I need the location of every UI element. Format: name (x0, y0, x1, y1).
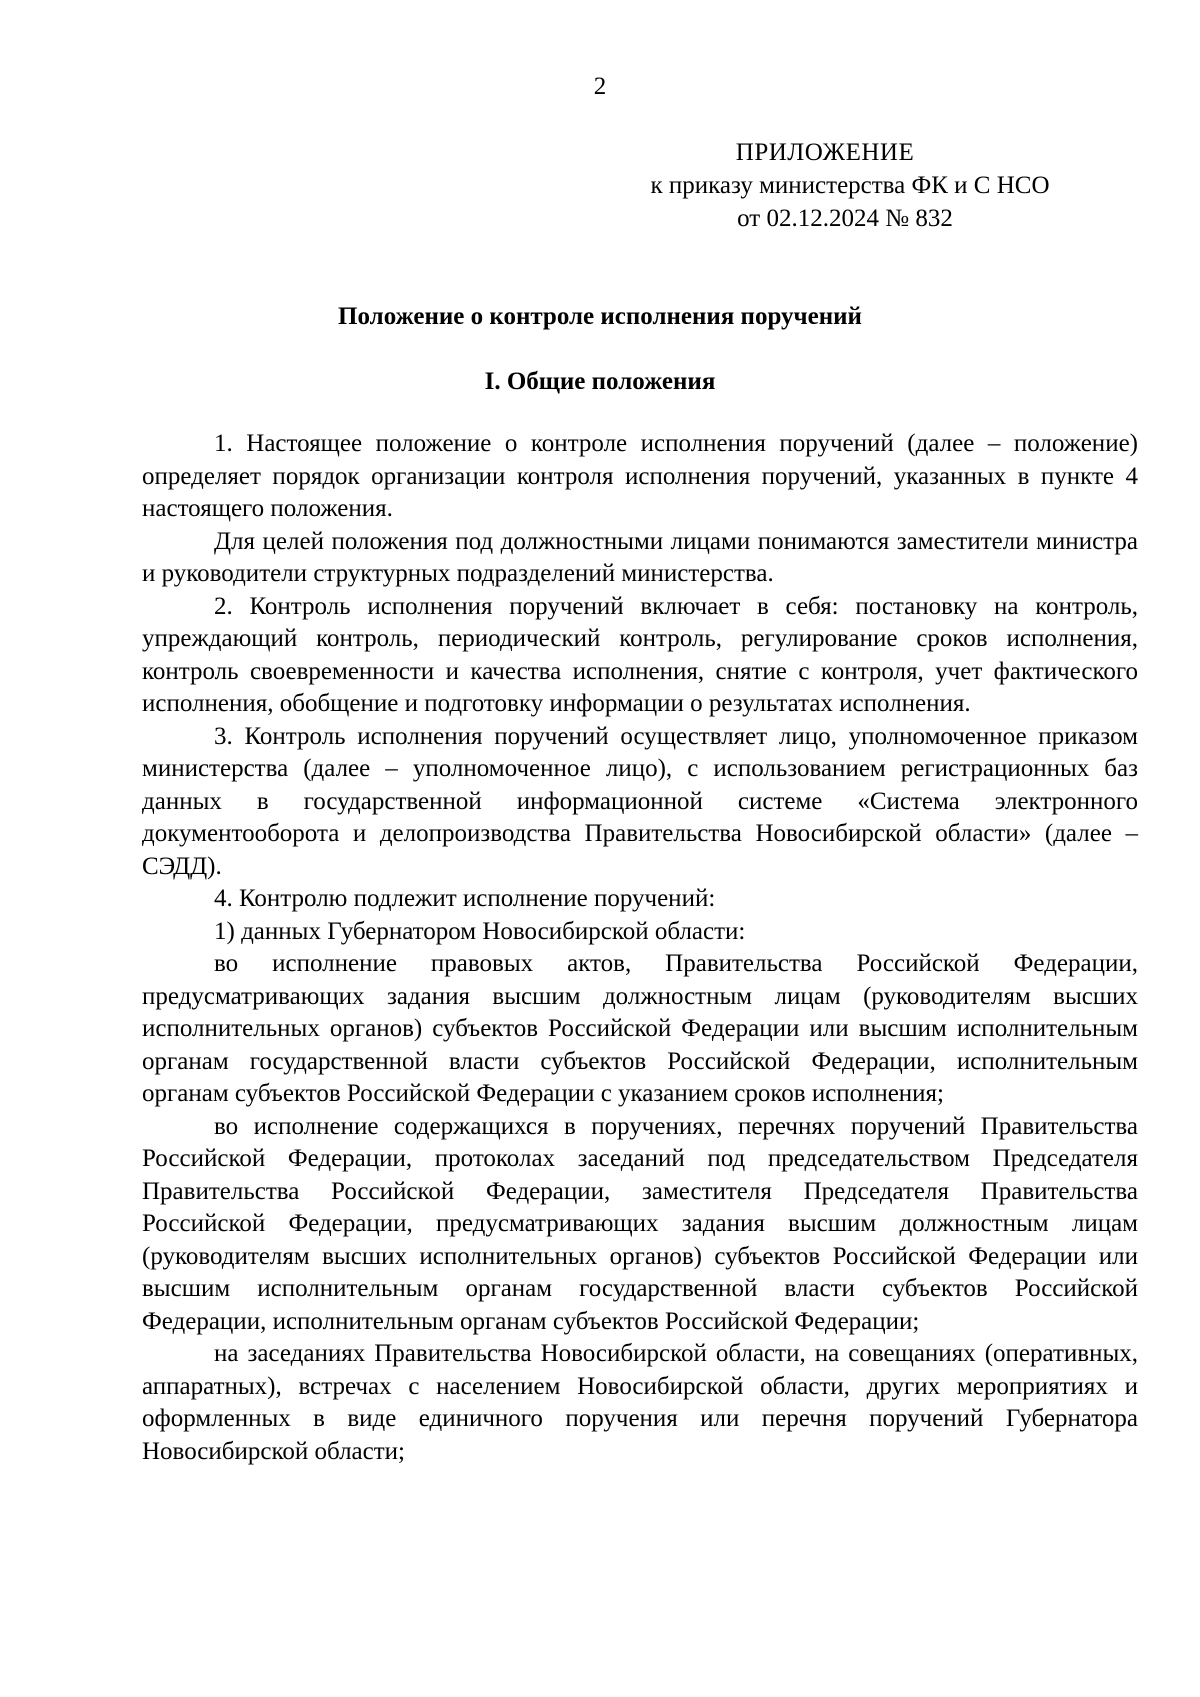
paragraph-7: во исполнение правовых актов, Правительства Российской Федерации, предусматривающих задания высшим должностным лицам (руководителям высших исполнительных органов) субъектов Российской Федерации или высшим исполнительным органам государственной власти субъектов Российской Федерации, исполнительным органам субъектов Российской Федерации с указанием сроков исполнения; (142, 950, 1138, 1107)
appendix-order-date: от 02.12.2024 № 832 (737, 205, 953, 232)
paragraph-3: 2. Контроль исполнения поручений включает в себя: постановку на контроль, упреждающий контроль, периодический контроль, регулирование сроков исполнения, контроль своевременности и качества исполнения, снятие с контроля, учет фактического исполнения, обобщение и подготовку информации о результатах исполнения. (142, 592, 1138, 717)
paragraph-6: 1) данных Губернатором Новосибирской области: (214, 917, 746, 945)
page-number: 2 (593, 73, 607, 100)
section-title: I. Общие положения (484, 368, 716, 395)
appendix-order-reference: к приказу министерства ФК и С НСО (650, 172, 1050, 199)
document-title: Положение о контроле исполнения поручений (338, 303, 862, 330)
paragraph-8: во исполнение содержащихся в поручениях, перечнях поручений Правительства Российской Федерации, протоколах заседаний под председательством Председателя Правительства Российской Федерации, заместителя Председателя Правительства Российской Федерации, предусматривающих задания высшим должностным лицам (руководителям высших исполнительных органов) субъектов Российской Федерации или высшим исполнительным органам государственной власти субъектов Российской Федерации, исполнительным органам субъектов Российской Федерации; (142, 1112, 1138, 1335)
paragraph-2: Для целей положения под должностными лицами понимаются заместители министра и руководители структурных подразделений министерства. (142, 527, 1138, 587)
paragraph-5: 4. Контролю подлежит исполнение поручений: (214, 885, 716, 912)
document-body (142, 428, 1138, 1468)
paragraph-9: на заседаниях Правительства Новосибирской области, на совещаниях (оперативных, аппаратных), встречах с населением Новосибирской области, других мероприятиях и оформленных в виде единичного поручения или перечня поручений Губернатора Новосибирской области; (142, 1340, 1138, 1465)
appendix-title: ПРИЛОЖЕНИЕ (735, 139, 915, 166)
paragraph-4: 3. Контроль исполнения поручений осуществляет лицо, уполномоченное приказом министерства (далее – уполномоченное лицо), с использованием регистрационных баз данных в государственной информационной системе «Система электронного документооборота и делопроизводства Правительства Новосибирской области» (далее – СЭДД). (142, 722, 1138, 880)
paragraph-1: 1. Настоящее положение о контроле исполнения поручений (далее – положение) определяет порядок организации контроля исполнения поручений, указанных в пункте 4 настоящего положения. (142, 430, 1138, 522)
